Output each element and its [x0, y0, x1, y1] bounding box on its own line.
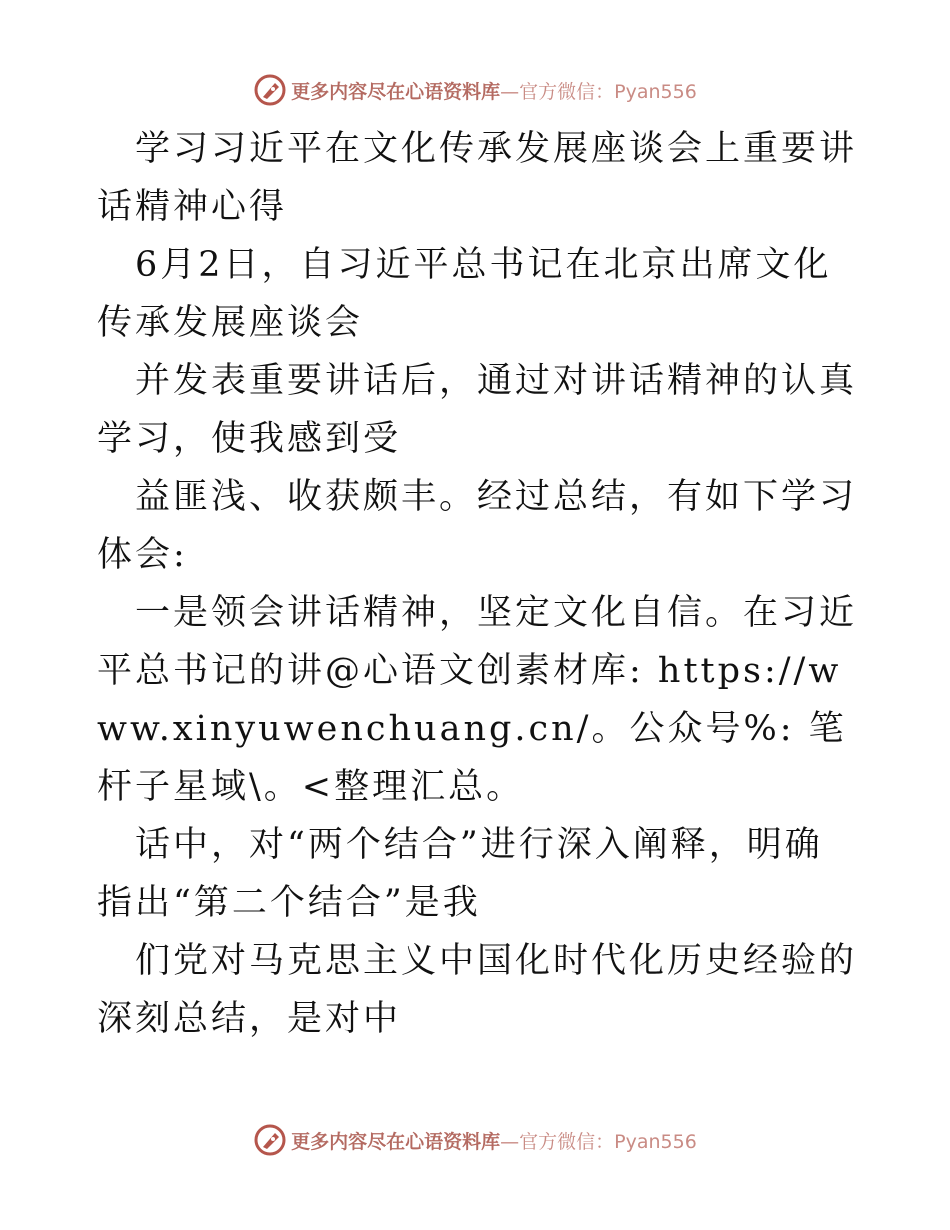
- footer-banner-main: 更多内容尽在心语资料库: [291, 1130, 501, 1153]
- paragraph: 益匪浅、收获颇丰。经过总结，有如下学习体会:: [97, 477, 858, 575]
- paragraph-title: 学习习近平在文化传承发展座谈会上重要讲话精神心得: [97, 129, 858, 227]
- header-banner-extra: 官方微信：Pyan556: [519, 80, 697, 103]
- paragraph: 们党对马克思主义中国化时代化历史经验的深刻总结，是对中: [97, 941, 858, 1039]
- paragraph: 6月2日，自习近平总书记在北京出席文化传承发展座谈会: [97, 245, 832, 343]
- paragraph: 并发表重要讲话后，通过对讲话精神的认真学习，使我感到受: [97, 361, 858, 459]
- pen-nib-logo-icon: [253, 1123, 287, 1157]
- pen-nib-logo-icon: [253, 73, 287, 107]
- footer-banner-sep: —: [500, 1130, 520, 1153]
- paragraph: 话中，对“两个结合”进行深入阐释，明确指出“第二个结合”是我: [97, 825, 823, 923]
- header-banner-text: [291, 77, 697, 104]
- document-body: [97, 120, 857, 1048]
- footer-banner-text: [291, 1127, 697, 1154]
- header-banner: [0, 70, 950, 110]
- header-banner-sep: —: [500, 80, 520, 103]
- header-banner-main: 更多内容尽在心语资料库: [291, 80, 501, 103]
- footer-banner: [0, 1120, 950, 1160]
- paragraph: 一是领会讲话精神，坚定文化自信。在习近平总书记的讲@心语文创素材库: https://www.xinyuwenchuang.cn/。公众号%: 笔杆子星域\。<整理汇总。: [97, 593, 858, 807]
- footer-banner-extra: 官方微信：Pyan556: [519, 1130, 697, 1153]
